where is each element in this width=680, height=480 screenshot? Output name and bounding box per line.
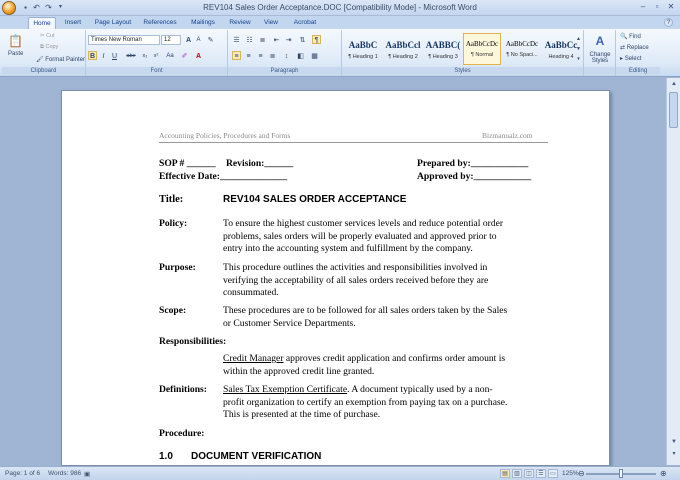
style-sample: AaBbCcDc <box>465 40 499 48</box>
procedure-label: Procedure: <box>159 428 205 439</box>
policy-text-3: entry into the accounting system and fulfillment by the company. <box>223 243 473 254</box>
style-name: Heading 4 <box>548 54 574 60</box>
change-styles-button[interactable]: Change Styles <box>589 52 611 64</box>
proofing-icon[interactable]: ▣ <box>84 471 91 478</box>
decrease-indent-icon[interactable]: ⇤ <box>273 37 280 44</box>
left-margin-area <box>0 78 14 465</box>
font-face-select[interactable]: Times New Roman <box>88 35 160 45</box>
styles-more-icon[interactable]: ▾ <box>577 56 580 62</box>
style-name: ¶ Normal <box>470 52 494 58</box>
definition-line-2: profit organization to certify an exemption from paying tax on a purchase. <box>223 397 508 408</box>
sales-tax-term: Sales Tax Exemption Certificate <box>223 384 348 395</box>
responsibility-text: approves credit application and confirms order amount is <box>283 353 506 364</box>
purpose-text-1: This procedure outlines the activities and responsibilities involved in <box>223 262 488 273</box>
paste-icon[interactable]: 📋 <box>8 34 23 48</box>
replace-label: Replace <box>626 45 649 51</box>
select-icon: ▸ <box>620 56 624 62</box>
styles-scroll-up-icon[interactable]: ▲ <box>576 36 581 42</box>
copy-label: Copy <box>45 44 59 50</box>
increase-indent-icon[interactable]: ⇥ <box>285 37 292 44</box>
undo-icon[interactable]: ↶ <box>33 3 40 12</box>
select-button[interactable] <box>620 55 641 62</box>
align-right-icon[interactable]: ≡ <box>258 53 263 60</box>
tab-page-layout[interactable]: Page Layout <box>94 19 132 26</box>
align-center-icon[interactable]: ≡ <box>246 53 251 60</box>
clipboard-group <box>2 30 86 76</box>
editing-group-label: Editing <box>616 67 660 76</box>
format-painter-button[interactable] <box>36 56 85 63</box>
borders-icon[interactable]: ▦ <box>311 53 318 60</box>
prepared-by: Prepared by:____________ <box>417 158 529 169</box>
document-page[interactable] <box>61 90 610 466</box>
change-styles-icon[interactable]: A <box>595 34 605 48</box>
style-sample: AaBbCcDc <box>505 40 539 48</box>
document-title: REV104 SALES ORDER ACCEPTANCE <box>223 194 407 205</box>
definition-line-1 <box>223 384 493 397</box>
scope-text-2: or Customer Service Departments. <box>223 318 356 329</box>
style-heading-3[interactable] <box>424 33 462 65</box>
tab-mailings[interactable]: Mailings <box>191 19 215 26</box>
restore-icon[interactable]: ▫ <box>655 2 659 11</box>
tab-home[interactable]: Home <box>28 17 56 29</box>
font-color-icon[interactable]: A <box>195 53 202 60</box>
paintbrush-icon: 🖌 <box>36 57 44 63</box>
section-title: DOCUMENT VERIFICATION <box>191 451 322 462</box>
redo-icon[interactable]: ↷ <box>45 3 52 12</box>
copy-icon: ⧉ <box>40 44 44 50</box>
replace-icon: ⇄ <box>620 45 626 51</box>
style-sample: AaBbCc <box>544 40 578 50</box>
header-left: Accounting Policies, Procedures and Forms <box>159 131 291 140</box>
cut-button[interactable] <box>40 33 55 39</box>
clear-format-icon[interactable]: ✎ <box>207 37 214 44</box>
font-group <box>86 30 228 76</box>
web-layout-icon[interactable]: ◫ <box>524 469 534 478</box>
draft-icon[interactable]: ▭ <box>548 469 558 478</box>
style-name: ¶ Heading 2 <box>388 54 418 60</box>
section-number: 1.0 <box>159 451 173 462</box>
highlight-icon[interactable]: ✐ <box>181 53 188 60</box>
zoom-slider-thumb[interactable] <box>619 469 623 478</box>
align-left-icon[interactable]: ≡ <box>232 51 241 60</box>
full-screen-reading-icon[interactable]: ▥ <box>512 469 522 478</box>
tab-references[interactable]: References <box>143 19 177 26</box>
paragraph-group-label: Paragraph <box>228 67 341 76</box>
style-name: ¶ No Spaci... <box>506 52 538 58</box>
style-no-spacing[interactable] <box>503 33 541 65</box>
save-icon[interactable]: ▪ <box>24 3 27 12</box>
credit-manager-term: Credit Manager <box>223 353 284 364</box>
close-icon[interactable]: ✕ <box>667 2 675 11</box>
scissors-icon: ✂ <box>40 33 45 39</box>
binoculars-icon: 🔍 <box>620 34 628 40</box>
purpose-text-2: verifying the acceptability of all sales orders received before they are <box>223 275 489 286</box>
styles-group-label: Styles <box>342 67 583 76</box>
italic-button[interactable]: I <box>102 53 105 60</box>
bold-button[interactable]: B <box>89 53 96 60</box>
vertical-scrollbar[interactable] <box>666 78 680 465</box>
underline-button[interactable]: U <box>111 53 118 60</box>
tab-review[interactable]: Review <box>229 19 251 26</box>
definition-line-3: This is presented at the time of purchase. <box>223 409 381 420</box>
numbering-icon[interactable]: ☷ <box>246 37 253 44</box>
scope-label: Scope: <box>159 305 187 316</box>
purpose-label: Purpose: <box>159 262 196 273</box>
style-name: ¶ Heading 1 <box>348 54 378 60</box>
clipboard-group-label: Clipboard <box>2 67 85 76</box>
font-size-select[interactable]: 12 <box>161 35 181 45</box>
policy-text-2: problems, sales orders will be properly evaluated and approved prior to <box>223 231 497 242</box>
style-name: ¶ Heading 3 <box>428 54 458 60</box>
scroll-down-icon[interactable]: ▼ <box>671 439 677 445</box>
style-heading-1[interactable] <box>344 33 382 65</box>
line-spacing-icon[interactable]: ↕ <box>284 53 289 60</box>
minimize-icon[interactable]: – <box>640 2 646 11</box>
word-count[interactable]: Words: 986 <box>48 470 82 477</box>
find-button[interactable] <box>620 33 641 40</box>
status-bar <box>0 466 680 480</box>
paragraph-group <box>228 30 342 76</box>
definition-text: . A document typically used by a non- <box>347 384 493 395</box>
scroll-up-icon[interactable]: ▲ <box>671 81 677 87</box>
responsibility-line-2: within the approved credit line granted. <box>223 366 375 377</box>
title-bar <box>0 0 680 16</box>
policy-label: Policy: <box>159 218 188 229</box>
zoom-in-icon[interactable]: ⊕ <box>660 469 667 478</box>
font-group-label: Font <box>86 67 227 76</box>
copy-button[interactable] <box>40 44 58 51</box>
format-painter-label: Format Painter <box>45 57 85 63</box>
customize-icon[interactable]: ▾ <box>58 4 62 10</box>
show-marks-icon[interactable]: ¶ <box>312 35 321 44</box>
header-rule <box>159 142 548 143</box>
purpose-text-3: consummated. <box>223 287 279 298</box>
zoom-out-icon[interactable]: ⊖ <box>578 469 585 478</box>
change-styles-label-bg <box>584 67 615 76</box>
responsibilities-label: Responsibilities: <box>159 336 227 347</box>
style-sample: AaBbCcl <box>385 40 421 50</box>
policy-text-1: To ensure the highest customer services levels and reduce potential order <box>223 218 504 229</box>
strikethrough-button[interactable]: abe <box>126 53 136 59</box>
styles-scroll-down-icon[interactable]: ▼ <box>576 46 581 52</box>
paste-button[interactable]: Paste <box>8 51 24 57</box>
find-label: Find <box>629 34 641 40</box>
header-right: Bizmanualz.com <box>482 131 533 140</box>
tab-insert[interactable]: Insert <box>64 19 82 26</box>
subscript-button[interactable]: x₂ <box>142 53 148 59</box>
zoom-level[interactable]: 125% <box>562 470 579 477</box>
shading-icon[interactable]: ◧ <box>297 53 304 60</box>
select-label: Select <box>624 56 642 62</box>
print-layout-icon[interactable]: ▤ <box>500 469 510 478</box>
revision: Revision:______ <box>226 158 294 169</box>
window-title: REV104 Sales Order Acceptance.DOC [Compatibility Mode] - Microsoft Word <box>203 3 477 12</box>
cut-label: Cut <box>46 33 55 39</box>
style-sample: AABBC( <box>425 40 461 50</box>
scroll-thumb[interactable] <box>669 92 678 128</box>
multilevel-list-icon[interactable]: ≣ <box>259 37 266 44</box>
shrink-font-icon[interactable]: A <box>196 37 201 43</box>
tab-acrobat[interactable]: Acrobat <box>293 19 317 26</box>
sort-icon[interactable]: ⇅ <box>299 37 306 44</box>
scope-text-1: These procedures are to be followed for all sales orders taken by the Sales <box>223 305 508 316</box>
superscript-button[interactable]: x² <box>153 53 159 59</box>
justify-icon[interactable]: ≣ <box>269 53 276 60</box>
ribbon-tabs <box>0 16 680 29</box>
change-styles-group <box>584 30 616 76</box>
tab-view[interactable]: View <box>264 19 278 26</box>
ribbon <box>0 29 680 77</box>
effective-date: Effective Date:______________ <box>159 171 288 182</box>
responsibility-line-1 <box>223 353 505 366</box>
sop-number: SOP # ______ <box>159 158 216 169</box>
definitions-label: Definitions: <box>159 384 207 395</box>
style-heading-2[interactable] <box>384 33 422 65</box>
style-sample: AaBbC <box>348 40 378 50</box>
help-icon[interactable]: ? <box>664 18 673 27</box>
style-normal[interactable] <box>463 33 501 65</box>
page-count[interactable]: Page: 1 of 6 <box>5 470 41 477</box>
change-case-button[interactable]: Aa <box>166 53 174 59</box>
next-page-icon[interactable]: ▾ <box>672 451 676 457</box>
bullets-icon[interactable]: ☰ <box>233 37 240 44</box>
title-label: Title: <box>159 194 184 205</box>
outline-icon[interactable]: ☰ <box>536 469 546 478</box>
approved-by: Approved by:____________ <box>417 171 532 182</box>
grow-font-icon[interactable]: A <box>185 37 192 44</box>
editing-group <box>616 30 660 76</box>
replace-button[interactable] <box>620 44 649 51</box>
styles-group <box>342 30 584 76</box>
